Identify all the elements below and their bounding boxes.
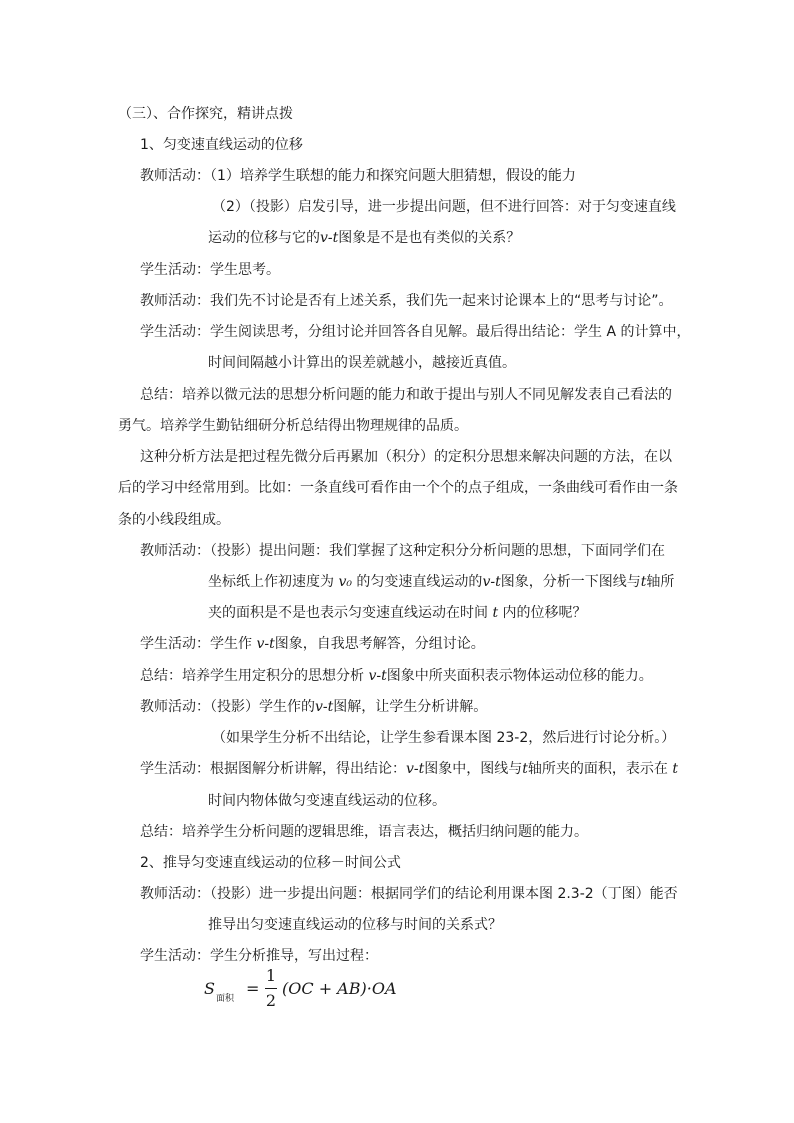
- formula-expression: (OC + AB)·OA: [282, 979, 397, 998]
- teacher-activity-3: 教师活动：（投影）提出问题：我们掌握了这种定积分分析问题的思想，下面同学们在: [140, 543, 665, 559]
- fraction-denominator: 2: [265, 991, 277, 1010]
- student-activity-5: 学生活动：学生分析推导，写出过程：: [140, 948, 378, 964]
- summary-1-line2: 勇气。培养学生勤钻细研分析总结得出物理规律的品质。: [118, 418, 468, 434]
- teacher-activity-3-line3: 夹的面积是不是也表示匀变速直线运动在时间 t 内的位移呢？: [208, 605, 587, 621]
- activity-label: 教师活动：: [140, 543, 210, 559]
- activity-label: 学生活动：: [140, 948, 210, 964]
- analysis-paragraph-line1: 这种分析方法是把过程先微分后再累加（积分）的定积分思想来解决问题的方法，在以: [140, 449, 672, 465]
- teacher-activity-4: 教师活动：（投影）学生作的v-t图解，让学生分析讲解。: [140, 699, 488, 715]
- activity-text: （1）培养学生联想的能力和探究问题大胆猜想，假设的能力: [210, 168, 576, 184]
- analysis-paragraph-line3: 条的小线段组成。: [118, 512, 230, 528]
- formula-symbol-s: S: [204, 979, 215, 998]
- teacher-activity-1: [140, 166, 576, 186]
- summary-3: 总结：培养学生分析问题的逻辑思维，语言表达，概括归纳问题的能力。: [140, 824, 588, 840]
- teacher-activity-4-line2: （如果学生分析不出结论，让学生参看课本图 23-2，然后进行讨论分析。）: [212, 730, 676, 746]
- activity-label: 学生活动：: [140, 761, 210, 777]
- summary-2: 总结：培养学生用定积分的思想分析 v-t图象中所夹面积表示物体运动位移的能力。: [140, 668, 653, 684]
- activity-label: 教师活动：: [140, 699, 210, 715]
- activity-label: 学生活动：: [140, 636, 210, 652]
- section-heading: （三）、合作探究，精讲点拨: [118, 106, 293, 122]
- student-activity-4-line2: 时间内物体做匀变速直线运动的位移。: [208, 793, 446, 809]
- teacher-activity-3-line2: 坐标纸上作初速度为 v₀ 的匀变速直线运动的v-t图象，分析一下图线与t轴所: [208, 574, 675, 590]
- activity-label: 学生活动：: [140, 262, 210, 278]
- teacher-activity-5-line2: 推导出匀变速直线运动的位移与时间的关系式？: [208, 917, 502, 933]
- student-activity-3: 学生活动：学生作 v-t图象，自我思考解答，分组讨论。: [140, 636, 485, 652]
- summary-1-line1: 总结：培养以微元法的思想分析问题的能力和敢于提出与别人不同见解发表自己看法的: [140, 387, 672, 403]
- activity-label: 学生活动：: [140, 324, 210, 340]
- fraction-bar: [265, 988, 277, 989]
- area-formula: [204, 966, 424, 1016]
- student-activity-4: 学生活动：根据图解分析讲解，得出结论：v-t图象中，图线与t轴所夹的面积，表示在 t: [140, 761, 678, 777]
- subheading-formula: 2、推导匀变速直线运动的位移－时间公式: [140, 855, 401, 871]
- student-activity-2: 学生活动：学生阅读思考，分组讨论并回答各自见解。最后得出结论：学生 A 的计算中，: [140, 324, 691, 340]
- teacher-activity-1-line3: 运动的位移与它的v-t图象是不是也有类似的关系？: [208, 230, 521, 246]
- activity-label: 教师活动：: [140, 293, 210, 309]
- subheading-displacement: 1、匀变速直线运动的位移: [140, 137, 303, 153]
- teacher-activity-2: 教师活动：我们先不讨论是否有上述关系，我们先一起来讨论课本上的“思考与讨论”。: [140, 293, 673, 309]
- fraction-numerator: 1: [265, 966, 277, 985]
- student-activity-1: 学生活动：学生思考。: [140, 262, 280, 278]
- analysis-paragraph-line2: 后的学习中经常用到。比如：一条直线可看作由一个个的点子组成，一条曲线可看作由一条: [118, 480, 678, 496]
- formula-subscript: 面积: [216, 994, 235, 1004]
- student-activity-2-line2: 时间间隔越小计算出的误差就越小，越接近真值。: [208, 355, 516, 371]
- formula-equals: =: [246, 979, 260, 998]
- activity-label: 教师活动：: [140, 168, 210, 184]
- activity-label: 教师活动：: [140, 886, 210, 902]
- teacher-activity-5: 教师活动：（投影）进一步提出问题：根据同学们的结论利用课本图 2.3-2（丁图）能否: [140, 886, 678, 902]
- teacher-activity-1-line2: （2）（投影）启发引导，进一步提出问题，但不进行回答：对于匀变速直线: [212, 199, 676, 215]
